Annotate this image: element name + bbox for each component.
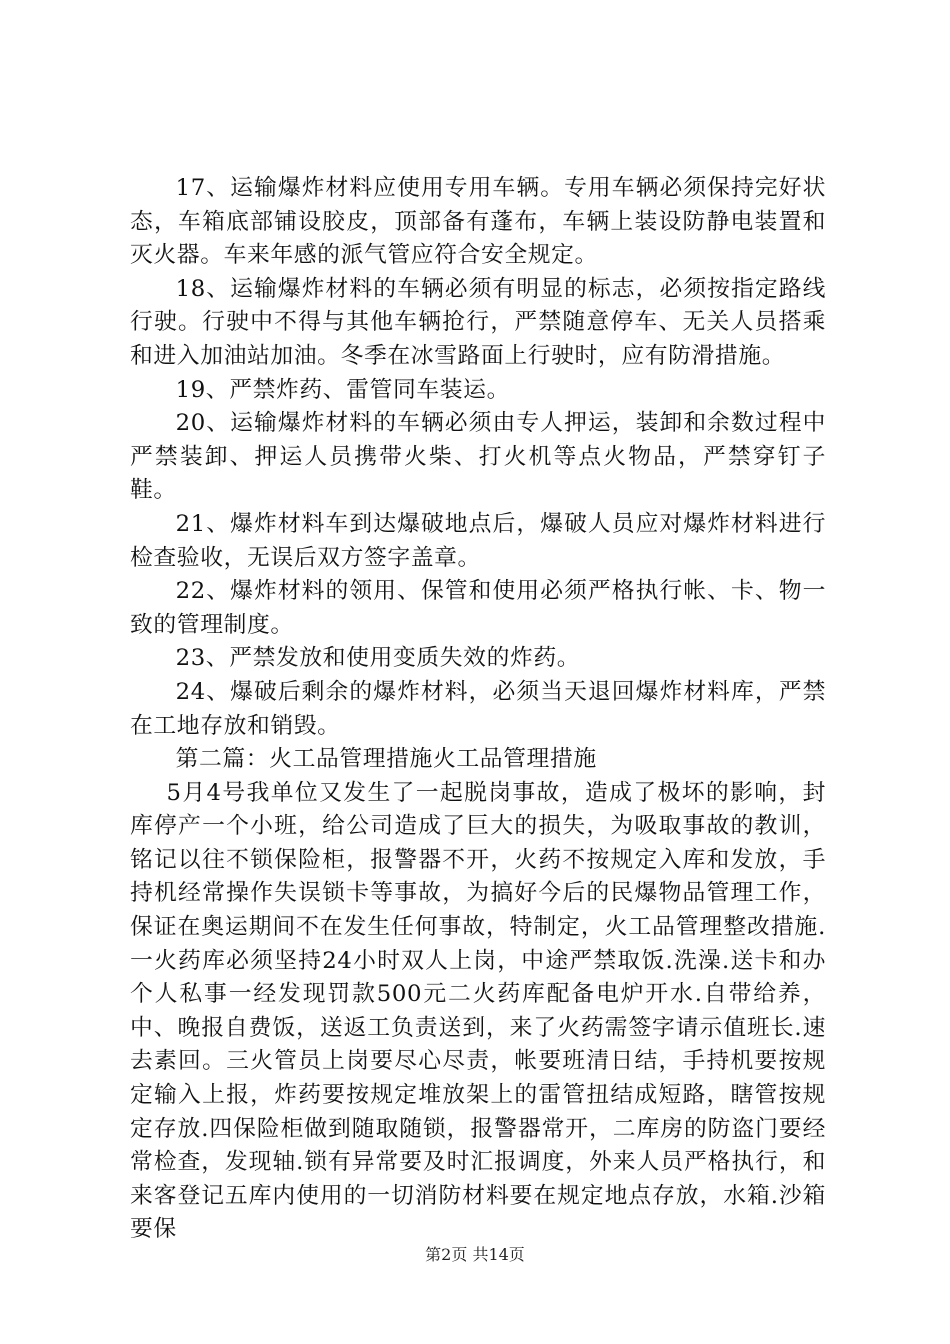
paragraph-item-19: 19、严禁炸药、雷管同车装运。: [175, 376, 510, 403]
paragraph-item-24: 24、爆破后剩余的爆炸材料，必须当天退回爆炸材料库，严禁在工地存放和销毁。: [130, 678, 826, 739]
paragraph-item-22: 22、爆炸材料的领用、保管和使用必须严格执行帐、卡、物一致的管理制度。: [130, 578, 826, 638]
page-footer: 第2页 共14页: [425, 1245, 525, 1264]
document-body: [130, 172, 826, 1247]
section-heading: 第二篇：火工品管理措施火工品管理措施: [175, 746, 597, 773]
paragraph-item-20: 20、运输爆炸材料的车辆必须由专人押运，装卸和余数过程中严禁装卸、押运人员携带火柴、打火机等点火物品，严禁穿钉子鞋。: [130, 410, 826, 504]
section-body-paragraph: 5月4号我单位又发生了一起脱岗事故，造成了极坏的影响，封库停产一个小班，给公司造成了巨大的损失，为吸取事故的教训，铭记以往不锁保险柜，报警器不开，火药不按规定入库和发放，手持机经常操作失误锁卡等事故，为搞好今后的民爆物品管理工作，保证在奥运期间不在发生任何事故，特制定，火工品管理整改措施.一火药库必须坚持24小时双人上岗，中途严禁取饭.洗澡.送卡和办个人私事一经发现罚款500元二火药库配备电炉开水.自带给养，中、晚报自费饭，送返工负责送到，来了火药需签字请示值班长.速去素回。三火管员上岗要尽心尽责，帐要班清日结，手持机要按规定输入上报，炸药要按规定堆放架上的雷管扭结成短路，瞎管按规定存放.四保险柜做到随取随锁，报警器常开，二库房的防盗门要经常检查，发现轴.锁有异常要及时汇报调度，外来人员严格执行，和来客登记五库内使用的一切消防材料要在规定地点存放，水箱.沙箱要保: [130, 779, 826, 1243]
paragraph-item-18: 18、运输爆炸材料的车辆必须有明显的标志，必须按指定路线行驶。行驶中不得与其他车辆抢行，严禁随意停车、无关人员搭乘和进入加油站加油。冬季在冰雪路面上行驶时，应有防滑措施。: [130, 275, 826, 369]
paragraph-item-23: 23、严禁发放和使用变质失效的炸药。: [175, 645, 581, 672]
paragraph-item-21: 21、爆炸材料车到达爆破地点后，爆破人员应对爆炸材料进行检查验收，无误后双方签字盖章。: [130, 510, 826, 571]
paragraph-item-17: 17、运输爆炸材料应使用专用车辆。专用车辆必须保持完好状态，车箱底部铺设胶皮，顶部备有蓬布，车辆上装设防静电装置和灭火器。车来年感的派气管应符合安全规定。: [130, 175, 826, 269]
